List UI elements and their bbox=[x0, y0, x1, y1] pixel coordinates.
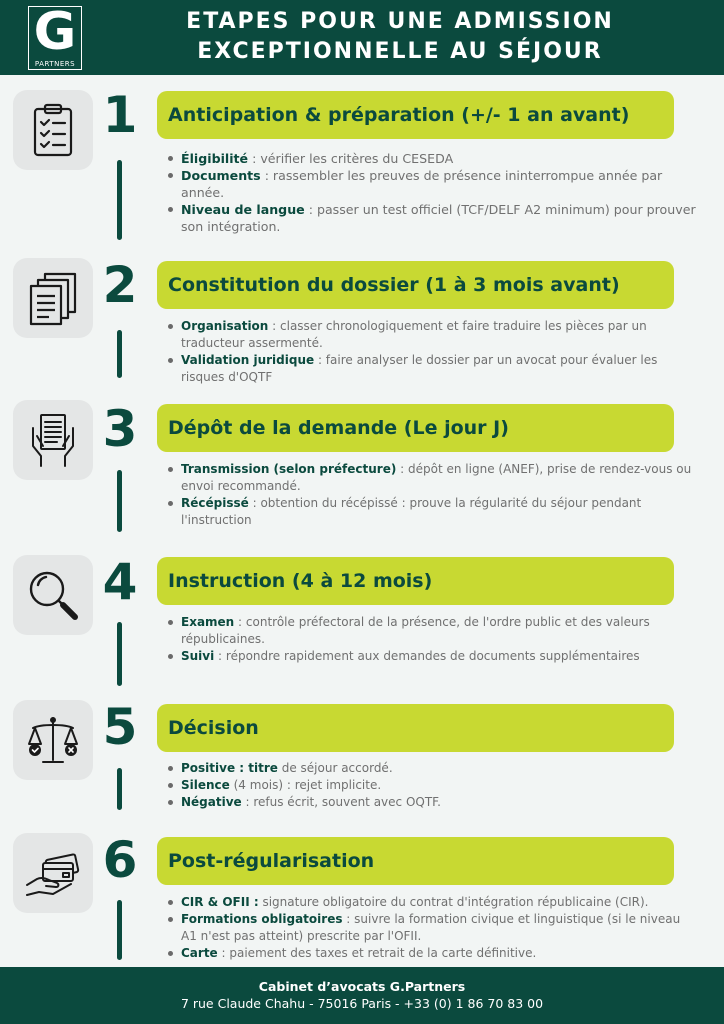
step-number: 5 bbox=[102, 698, 138, 756]
step-heading: Dépôt de la demande (Le jour J) bbox=[157, 404, 674, 452]
hands-holding-document-icon bbox=[13, 400, 93, 480]
timeline-dash bbox=[117, 768, 122, 810]
step-heading: Constitution du dossier (1 à 3 mois avant) bbox=[157, 261, 674, 309]
list-item: Carte : paiement des taxes et retrait de la carte définitive. bbox=[166, 945, 696, 962]
hand-cards-icon bbox=[13, 833, 93, 913]
list-item: Examen : contrôle préfectoral de la présence, de l'ordre public et des valeurs républicaines. bbox=[166, 614, 696, 648]
list-item: Formations obligatoires : suivre la formation civique et linguistique (si le niveau A1 n'est pas atteint) prescrite par l'OFII. bbox=[166, 911, 696, 945]
magnifying-glass-icon bbox=[13, 555, 93, 635]
clipboard-checklist-icon bbox=[13, 90, 93, 170]
list-item: Silence (4 mois) : rejet implicite. bbox=[166, 777, 696, 794]
list-item: Éligibilité : vérifier les critères du CESEDA bbox=[166, 150, 696, 167]
step-details bbox=[166, 318, 696, 386]
logo-letter: G bbox=[33, 6, 77, 62]
step-details bbox=[166, 614, 696, 665]
documents-stack-icon bbox=[13, 258, 93, 338]
step-heading: Post-régularisation bbox=[157, 837, 674, 885]
list-item: CIR & OFII : signature obligatoire du contrat d'intégration républicaine (CIR). bbox=[166, 894, 696, 911]
list-item: Transmission (selon préfecture) : dépôt en ligne (ANEF), prise de rendez-vous ou envoi recommandé. bbox=[166, 461, 696, 495]
list-item: Niveau de langue : passer un test officiel (TCF/DELF A2 minimum) pour prouver son intégration. bbox=[166, 201, 696, 235]
title-line-2: EXCEPTIONNELLE AU SÉJOUR bbox=[197, 39, 603, 64]
timeline-dash bbox=[117, 900, 122, 960]
list-item: Organisation : classer chronologiquement et faire traduire les pièces par un traducteur assermenté. bbox=[166, 318, 696, 352]
list-item: Validation juridique : faire analyser le dossier par un avocat pour évaluer les risques d'OQTF bbox=[166, 352, 696, 386]
title-line-1: ETAPES POUR UNE ADMISSION bbox=[186, 9, 614, 34]
step-number: 6 bbox=[102, 831, 138, 889]
step-details bbox=[166, 150, 696, 235]
list-item: Récépissé : obtention du récépissé : prouve la régularité du séjour pendant l'instruction bbox=[166, 495, 696, 529]
step-details bbox=[166, 894, 696, 962]
list-item: Documents : rassembler les preuves de présence ininterrompue année par année. bbox=[166, 167, 696, 201]
step-number: 1 bbox=[102, 86, 138, 144]
list-item: Suivi : répondre rapidement aux demandes de documents supplémentaires bbox=[166, 648, 696, 665]
footer bbox=[0, 967, 724, 1024]
list-item: Positive : titre de séjour accordé. bbox=[166, 760, 696, 777]
timeline-dash bbox=[117, 160, 122, 240]
g-partners-logo[interactable] bbox=[28, 6, 82, 70]
list-item: Négative : refus écrit, souvent avec OQTF. bbox=[166, 794, 696, 811]
timeline-dash bbox=[117, 470, 122, 532]
footer-firm-name: Cabinet d’avocats G.Partners bbox=[258, 979, 466, 994]
footer-address: 7 rue Claude Chahu - 75016 Paris - +33 (0) 1 86 70 83 00 bbox=[180, 996, 544, 1011]
step-number: 2 bbox=[102, 256, 138, 314]
step-number: 4 bbox=[102, 553, 138, 611]
step-heading: Anticipation & préparation (+/- 1 an avant) bbox=[157, 91, 674, 139]
timeline-dash bbox=[117, 330, 122, 378]
timeline-dash bbox=[117, 622, 122, 686]
header-banner bbox=[0, 0, 724, 75]
step-details bbox=[166, 760, 696, 811]
balance-scale-icon bbox=[13, 700, 93, 780]
logo-text: PARTNERS bbox=[34, 60, 76, 68]
step-details bbox=[166, 461, 696, 529]
step-number: 3 bbox=[102, 400, 138, 458]
page-title bbox=[100, 7, 700, 67]
step-heading: Instruction (4 à 12 mois) bbox=[157, 557, 674, 605]
step-heading: Décision bbox=[157, 704, 674, 752]
